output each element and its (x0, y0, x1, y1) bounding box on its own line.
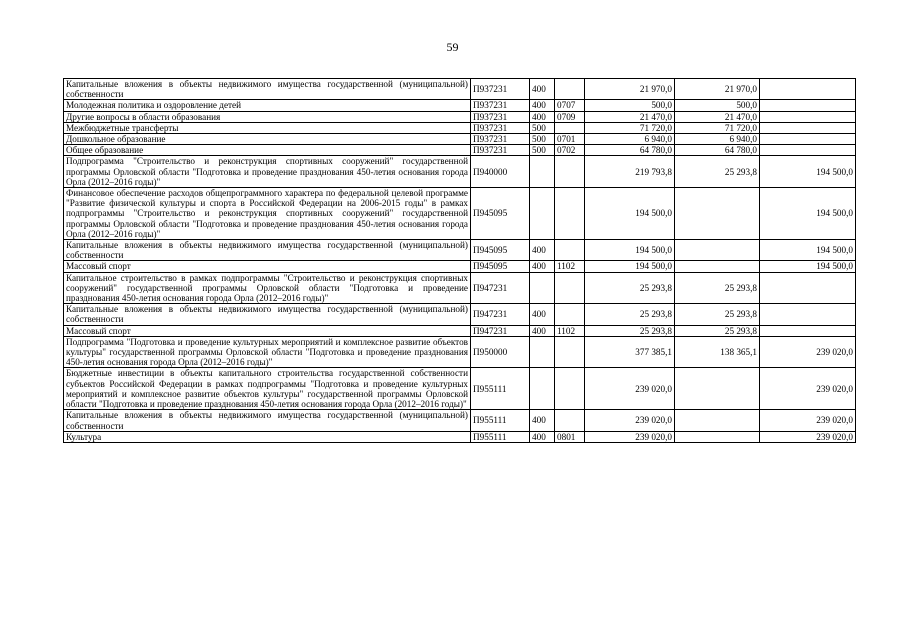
row-section-cell: 1102 (555, 261, 585, 272)
row-name-cell: Капитальные вложения в объекты недвижимого имущества государственной (муниципальной) собственности (64, 79, 471, 100)
row-federal-amount-cell: 194 500,0 (760, 261, 856, 272)
table-row (64, 100, 856, 111)
row-total-cell: 64 780,0 (585, 145, 675, 156)
row-total-cell: 377 385,1 (585, 336, 675, 368)
row-federal-amount-cell: 194 500,0 (760, 188, 856, 240)
row-federal-amount-cell: 239 020,0 (760, 410, 856, 431)
row-regional-amount-cell: 25 293,8 (675, 325, 760, 336)
row-total-cell: 500,0 (585, 100, 675, 111)
row-federal-amount-cell (760, 111, 856, 122)
row-total-cell: 25 293,8 (585, 304, 675, 325)
table-row (64, 431, 856, 442)
row-federal-amount-cell: 239 020,0 (760, 368, 856, 410)
row-section-cell (555, 336, 585, 368)
row-total-cell: 194 500,0 (585, 240, 675, 261)
row-code-cell: П955111 (471, 410, 530, 431)
row-name-cell: Бюджетные инвестиции в объекты капитального строительства государственной собственности субъектов Российской Федерации в рамках подпрограммы "Подготовка и проведение культурных мероприятий и комплексное развитие объектов культуры" государственной программы Орловской области "Подготовка и проведение празднования 450-летия основания города Орла (2012–2016 годы)" (64, 368, 471, 410)
table-row (64, 122, 856, 133)
row-expense-type-cell: 400 (530, 240, 555, 261)
table-row (64, 325, 856, 336)
row-name-cell: Капитальные вложения в объекты недвижимого имущества государственной (муниципальной) собственности (64, 304, 471, 325)
row-section-cell (555, 304, 585, 325)
table-row (64, 156, 856, 188)
page-number: 59 (446, 40, 459, 54)
row-federal-amount-cell (760, 134, 856, 145)
row-section-cell: 0801 (555, 431, 585, 442)
row-section-cell: 0709 (555, 111, 585, 122)
row-expense-type-cell (530, 156, 555, 188)
row-name-cell: Другие вопросы в области образования (64, 111, 471, 122)
row-code-cell: П937231 (471, 134, 530, 145)
table-row (64, 111, 856, 122)
row-federal-amount-cell (760, 100, 856, 111)
row-section-cell (555, 122, 585, 133)
row-code-cell: П947231 (471, 272, 530, 304)
table-row (64, 368, 856, 410)
row-section-cell: 0701 (555, 134, 585, 145)
row-regional-amount-cell: 21 970,0 (675, 79, 760, 100)
row-total-cell: 21 970,0 (585, 79, 675, 100)
row-code-cell: П937231 (471, 100, 530, 111)
row-name-cell: Подпрограмма "Строительство и реконструкция спортивных сооружений" государственной программы Орловской области "Подготовка и проведение празднования 450-летия основания города Орла (2012–2016 годы)" (64, 156, 471, 188)
row-code-cell: П937231 (471, 122, 530, 133)
row-regional-amount-cell: 138 365,1 (675, 336, 760, 368)
row-section-cell (555, 79, 585, 100)
row-name-cell: Капитальное строительство в рамках подпрограммы "Строительство и реконструкция спортивных сооружений" государственной программы Орловской области "Подготовка и проведение празднования 450-летия основания города Орла (2012–2016 годы)" (64, 272, 471, 304)
row-name-cell: Финансовое обеспечение расходов общепрограммного характера по федеральной целевой программе "Развитие физической культуры и спорта в Российской Федерации на 2006-2015 годы" в рамках подпрограммы "Строительство и реконструкция спортивных сооружений" государственной программы Орловской области "Подготовка и проведение празднования 450-летия основания города Орла (2012–2016 годы)" (64, 188, 471, 240)
row-total-cell: 25 293,8 (585, 272, 675, 304)
row-code-cell: П955111 (471, 431, 530, 442)
row-code-cell: П945095 (471, 240, 530, 261)
table-row (64, 261, 856, 272)
row-expense-type-cell: 400 (530, 261, 555, 272)
row-federal-amount-cell: 239 020,0 (760, 336, 856, 368)
row-regional-amount-cell (675, 188, 760, 240)
row-federal-amount-cell (760, 325, 856, 336)
row-expense-type-cell: 400 (530, 79, 555, 100)
row-expense-type-cell (530, 188, 555, 240)
table-row (64, 79, 856, 100)
row-expense-type-cell: 500 (530, 145, 555, 156)
row-section-cell (555, 272, 585, 304)
row-regional-amount-cell: 21 470,0 (675, 111, 760, 122)
row-section-cell (555, 368, 585, 410)
row-code-cell: П945095 (471, 261, 530, 272)
row-code-cell: П937231 (471, 79, 530, 100)
row-total-cell: 239 020,0 (585, 431, 675, 442)
row-federal-amount-cell: 239 020,0 (760, 431, 856, 442)
row-expense-type-cell (530, 368, 555, 410)
row-name-cell: Общее образование (64, 145, 471, 156)
row-total-cell: 239 020,0 (585, 410, 675, 431)
row-expense-type-cell: 500 (530, 134, 555, 145)
table-row (64, 188, 856, 240)
row-regional-amount-cell: 6 940,0 (675, 134, 760, 145)
row-total-cell: 194 500,0 (585, 188, 675, 240)
row-expense-type-cell: 500 (530, 122, 555, 133)
row-code-cell: П940000 (471, 156, 530, 188)
row-regional-amount-cell (675, 240, 760, 261)
row-expense-type-cell (530, 336, 555, 368)
row-regional-amount-cell: 25 293,8 (675, 156, 760, 188)
row-total-cell: 6 940,0 (585, 134, 675, 145)
table-row (64, 304, 856, 325)
row-federal-amount-cell (760, 272, 856, 304)
row-total-cell: 219 793,8 (585, 156, 675, 188)
table-row (64, 272, 856, 304)
row-total-cell: 194 500,0 (585, 261, 675, 272)
row-regional-amount-cell: 25 293,8 (675, 272, 760, 304)
row-expense-type-cell: 400 (530, 410, 555, 431)
table-row (64, 134, 856, 145)
row-code-cell: П937231 (471, 111, 530, 122)
row-name-cell: Межбюджетные трансферты (64, 122, 471, 133)
row-total-cell: 25 293,8 (585, 325, 675, 336)
row-total-cell: 21 470,0 (585, 111, 675, 122)
row-section-cell: 0707 (555, 100, 585, 111)
row-code-cell: П947231 (471, 304, 530, 325)
row-name-cell: Капитальные вложения в объекты недвижимого имущества государственной (муниципальной) собственности (64, 240, 471, 261)
row-expense-type-cell (530, 272, 555, 304)
row-section-cell: 1102 (555, 325, 585, 336)
row-regional-amount-cell (675, 410, 760, 431)
row-section-cell (555, 188, 585, 240)
row-total-cell: 239 020,0 (585, 368, 675, 410)
table-row (64, 240, 856, 261)
row-code-cell: П937231 (471, 145, 530, 156)
table-row (64, 336, 856, 368)
row-name-cell: Подпрограмма "Подготовка и проведение культурных мероприятий и комплексное развитие объектов культуры" государственной программы Орловской области "Подготовка и проведение празднования 450-летия основания города Орла (2012–2016 годы)" (64, 336, 471, 368)
row-name-cell: Дошкольное образование (64, 134, 471, 145)
row-code-cell: П947231 (471, 325, 530, 336)
row-federal-amount-cell (760, 304, 856, 325)
budget-table (63, 78, 856, 443)
row-expense-type-cell: 400 (530, 304, 555, 325)
row-name-cell: Массовый спорт (64, 261, 471, 272)
row-federal-amount-cell (760, 79, 856, 100)
row-section-cell (555, 410, 585, 431)
row-code-cell: П950000 (471, 336, 530, 368)
table-row (64, 410, 856, 431)
row-expense-type-cell: 400 (530, 111, 555, 122)
row-federal-amount-cell (760, 145, 856, 156)
row-total-cell: 71 720,0 (585, 122, 675, 133)
row-expense-type-cell: 400 (530, 431, 555, 442)
row-federal-amount-cell (760, 122, 856, 133)
row-regional-amount-cell (675, 261, 760, 272)
row-regional-amount-cell: 25 293,8 (675, 304, 760, 325)
row-name-cell: Молодежная политика и оздоровление детей (64, 100, 471, 111)
row-code-cell: П955111 (471, 368, 530, 410)
row-name-cell: Массовый спорт (64, 325, 471, 336)
row-regional-amount-cell (675, 368, 760, 410)
table-row (64, 145, 856, 156)
row-name-cell: Капитальные вложения в объекты недвижимого имущества государственной (муниципальной) собственности (64, 410, 471, 431)
row-section-cell: 0702 (555, 145, 585, 156)
row-federal-amount-cell: 194 500,0 (760, 240, 856, 261)
row-code-cell: П945095 (471, 188, 530, 240)
row-name-cell: Культура (64, 431, 471, 442)
row-expense-type-cell: 400 (530, 100, 555, 111)
row-regional-amount-cell: 500,0 (675, 100, 760, 111)
row-expense-type-cell: 400 (530, 325, 555, 336)
row-regional-amount-cell: 64 780,0 (675, 145, 760, 156)
row-section-cell (555, 156, 585, 188)
row-section-cell (555, 240, 585, 261)
row-regional-amount-cell: 71 720,0 (675, 122, 760, 133)
row-regional-amount-cell (675, 431, 760, 442)
row-federal-amount-cell: 194 500,0 (760, 156, 856, 188)
